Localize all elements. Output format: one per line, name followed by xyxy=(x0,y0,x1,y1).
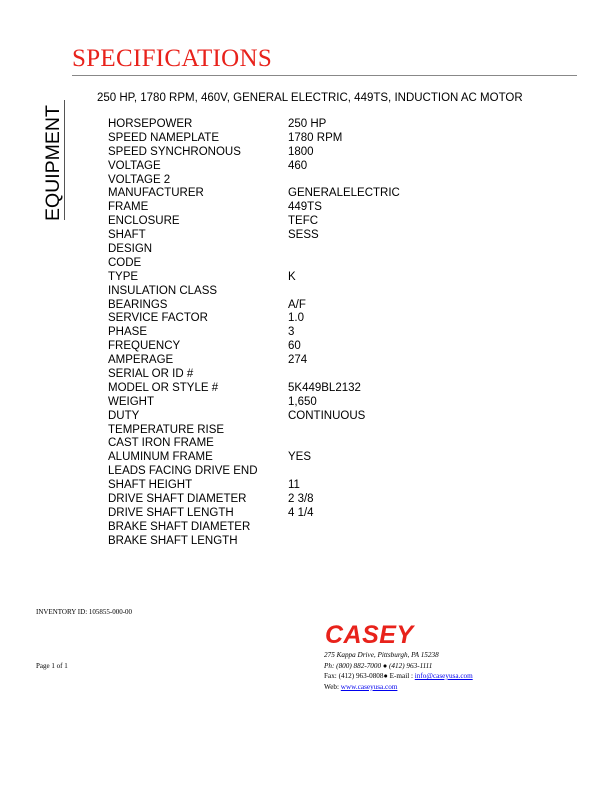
spec-label: WEIGHT xyxy=(108,395,154,408)
spec-value: GENERALELECTRIC xyxy=(288,187,400,200)
spec-label: BRAKE SHAFT LENGTH xyxy=(108,534,238,547)
spec-row xyxy=(108,340,428,354)
spec-value: 274 xyxy=(288,354,308,367)
spec-value: 2 3/8 xyxy=(288,493,314,506)
spec-label: CODE xyxy=(108,256,142,269)
fax-label: Fax: (412) 963-0808● E-mail : xyxy=(324,672,415,680)
spec-row xyxy=(108,410,428,424)
spec-label: VOLTAGE xyxy=(108,159,161,172)
spec-row xyxy=(108,146,428,160)
spec-row xyxy=(108,521,428,535)
spec-label: SHAFT xyxy=(108,229,146,242)
contact-block xyxy=(324,650,473,692)
spec-row xyxy=(108,507,428,521)
company-address: 275 Kappa Drive, Pittsburgh, PA 15238 xyxy=(324,651,439,659)
spec-label: SPEED NAMEPLATE xyxy=(108,131,219,144)
spec-label: DRIVE SHAFT LENGTH xyxy=(108,506,234,519)
spec-value: 1800 xyxy=(288,145,314,158)
spec-row xyxy=(108,437,428,451)
spec-row xyxy=(108,493,428,507)
spec-label: DUTY xyxy=(108,409,140,422)
spec-label: TYPE xyxy=(108,270,139,283)
company-fax-email xyxy=(324,671,473,682)
spec-label: ENCLOSURE xyxy=(108,215,180,228)
spec-value: TEFC xyxy=(288,215,319,228)
spec-row xyxy=(108,312,428,326)
spec-label: SERIAL OR ID # xyxy=(108,368,194,381)
spec-row xyxy=(108,451,428,465)
spec-row xyxy=(108,299,428,313)
spec-label: TEMPERATURE RISE xyxy=(108,423,225,436)
spec-label: DRIVE SHAFT DIAMETER xyxy=(108,493,247,506)
spec-label: ALUMINUM FRAME xyxy=(108,451,213,464)
spec-value: 5K449BL2132 xyxy=(288,381,361,394)
spec-row xyxy=(108,424,428,438)
spec-label: INSULATION CLASS xyxy=(108,284,218,297)
spec-value: 250 HP xyxy=(288,118,327,130)
spec-label: LEADS FACING DRIVE END xyxy=(108,465,258,478)
spec-label: CAST IRON FRAME xyxy=(108,437,214,450)
spec-table xyxy=(108,118,428,549)
spec-row xyxy=(108,215,428,229)
spec-value: A/F xyxy=(288,298,306,311)
spec-label: SPEED SYNCHRONOUS xyxy=(108,145,241,158)
email-link[interactable]: info@caseyusa.com xyxy=(414,672,473,680)
inventory-id: INVENTORY ID: 105855-000-00 xyxy=(36,608,133,616)
spec-row xyxy=(108,257,428,271)
spec-value: 449TS xyxy=(288,201,322,214)
spec-label: MODEL OR STYLE # xyxy=(108,381,219,394)
spec-value: 1,650 xyxy=(288,395,317,408)
spec-value: K xyxy=(288,270,296,283)
spec-label: SHAFT HEIGHT xyxy=(108,479,193,492)
spec-label: SERVICE FACTOR xyxy=(108,312,208,325)
spec-label: FREQUENCY xyxy=(108,340,181,353)
spec-value: 4 1/4 xyxy=(288,506,314,519)
spec-value: 3 xyxy=(288,326,295,339)
spec-row xyxy=(108,382,428,396)
web-link[interactable]: www.caseyusa.com xyxy=(340,682,398,691)
spec-label: FRAME xyxy=(108,201,149,214)
company-web xyxy=(324,682,473,693)
spec-row xyxy=(108,326,428,340)
spec-row xyxy=(108,535,428,549)
spec-value: YES xyxy=(288,451,312,464)
spec-row xyxy=(108,174,428,188)
spec-value: SESS xyxy=(288,229,319,242)
spec-row xyxy=(108,201,428,215)
side-label-text: EQUIPMENT xyxy=(42,105,64,221)
title-divider xyxy=(72,75,577,76)
spec-row xyxy=(108,187,428,201)
equipment-side-label xyxy=(41,100,65,222)
spec-value: 1.0 xyxy=(288,312,304,325)
spec-row xyxy=(108,132,428,146)
page-number: Page 1 of 1 xyxy=(36,662,68,670)
spec-row xyxy=(108,396,428,410)
spec-label: VOLTAGE 2 xyxy=(108,173,171,186)
spec-row xyxy=(108,243,428,257)
spec-row xyxy=(108,479,428,493)
spec-label: PHASE xyxy=(108,326,147,339)
spec-value: CONTINUOUS xyxy=(288,409,366,422)
spec-row xyxy=(108,368,428,382)
spec-row xyxy=(108,271,428,285)
spec-row xyxy=(108,285,428,299)
side-divider xyxy=(64,100,65,220)
spec-row xyxy=(108,229,428,243)
spec-value: 60 xyxy=(288,340,301,353)
spec-label: AMPERAGE xyxy=(108,354,174,367)
spec-value: 460 xyxy=(288,159,308,172)
spec-label: DESIGN xyxy=(108,243,153,256)
spec-label: BRAKE SHAFT DIAMETER xyxy=(108,520,251,533)
equipment-summary: 250 HP, 1780 RPM, 460V, GENERAL ELECTRIC, 449TS, INDUCTION AC MOTOR xyxy=(97,92,523,104)
casey-logo: CASEY xyxy=(325,621,414,649)
spec-row xyxy=(108,160,428,174)
spec-label: HORSEPOWER xyxy=(108,118,193,130)
page-title: SPECIFICATIONS xyxy=(72,45,273,72)
company-phone: Ph: (800) 882-7000 ● (412) 963-1111 xyxy=(324,661,433,670)
spec-row xyxy=(108,354,428,368)
spec-row xyxy=(108,118,428,132)
web-label: Web: xyxy=(324,682,341,691)
spec-value: 11 xyxy=(288,479,300,492)
spec-row xyxy=(108,465,428,479)
spec-label: MANUFACTURER xyxy=(108,187,204,200)
spec-value: 1780 RPM xyxy=(288,131,343,144)
spec-label: BEARINGS xyxy=(108,298,168,311)
